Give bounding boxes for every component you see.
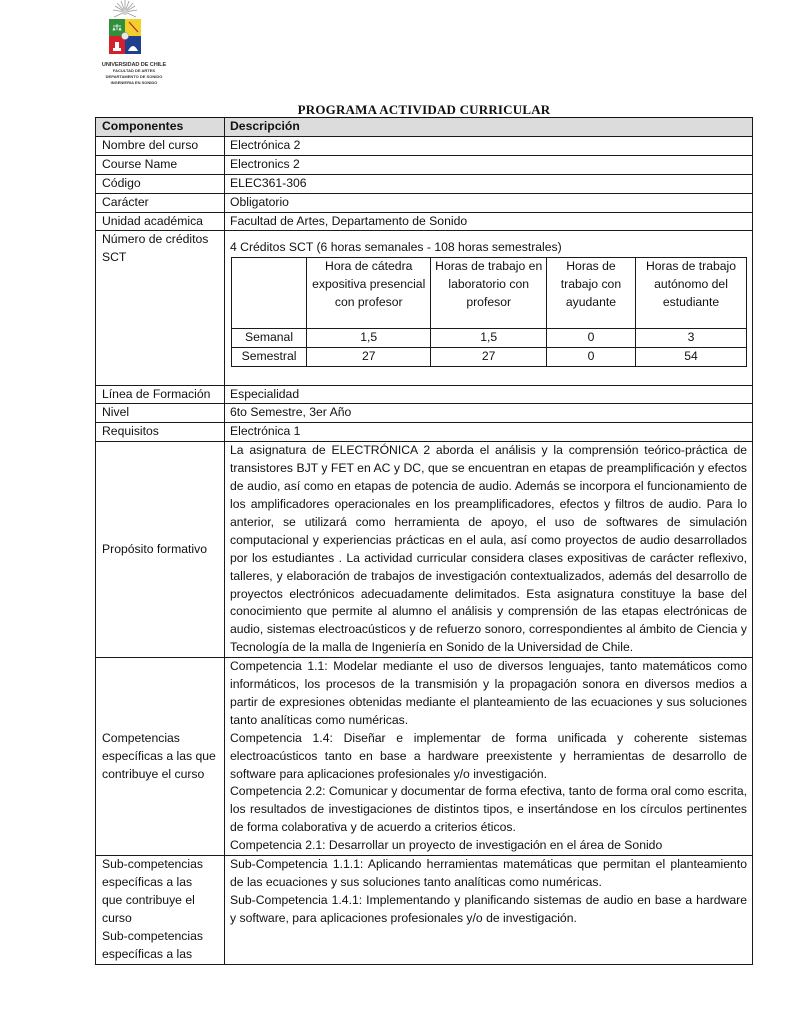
label-line: específicas a las xyxy=(102,875,193,889)
row-label: Propósito formativo xyxy=(96,442,225,658)
row-label: Requisitos xyxy=(96,423,225,442)
subcompetencia-item: Sub-Competencia 1.4.1: Implementando y planificando sistemas de audio en base a hardware y software, para aplicaciones profesionales y/o de investigación. xyxy=(230,892,747,925)
row-value: Facultad de Artes, Departamento de Sonido xyxy=(225,212,753,231)
row-label: Nombre del curso xyxy=(96,136,225,155)
document-title: PROGRAMA ACTIVIDAD CURRICULAR xyxy=(297,102,551,117)
row-value: Obligatorio xyxy=(225,193,753,212)
hours-header-empty xyxy=(232,258,307,329)
hours-header-autonomo: Horas de trabajo autónomo del estudiante xyxy=(636,258,747,329)
university-crest-icon xyxy=(95,0,175,64)
row-value: Electronics 2 xyxy=(225,155,753,174)
hours-header-laboratorio: Horas de trabajo en laboratorio con profesor xyxy=(431,258,546,329)
row-value: Especialidad xyxy=(225,385,753,404)
hours-header-row xyxy=(232,258,747,329)
competencia-item: Competencia 2.1: Desarrollar un proyecto de investigación en el área de Sonido xyxy=(230,838,663,853)
table-row-course-name xyxy=(96,155,753,174)
label-line: Sub-competencias xyxy=(102,857,203,872)
hours-row-semanal xyxy=(232,329,747,348)
label-line: específicas a las xyxy=(102,946,193,961)
hours-cell: 27 xyxy=(431,347,546,366)
hours-table xyxy=(231,257,747,366)
hours-row-semestral xyxy=(232,347,747,366)
competencia-item: Competencia 1.4: Diseñar e implementar de forma unificada y coherente sistemas electroacústicos tanto en base a hardware preexistente y herramientas de desarrollo de software para aplicaciones profesionales y/o investigación. xyxy=(230,730,747,781)
table-row-caracter xyxy=(96,193,753,212)
row-value-competencias xyxy=(225,658,753,856)
curriculum-table xyxy=(95,117,753,965)
star-center xyxy=(122,9,128,15)
row-value: 6to Semestre, 3er Año xyxy=(225,404,753,423)
hours-cell: 3 xyxy=(636,329,747,348)
table-row-competencias xyxy=(96,658,753,856)
row-label: Número de créditos SCT xyxy=(96,231,225,385)
table-row-linea xyxy=(96,385,753,404)
hours-row-label: Semestral xyxy=(232,347,307,366)
table-row-nombre xyxy=(96,136,753,155)
hours-cell: 54 xyxy=(636,347,747,366)
shield-center xyxy=(122,33,129,40)
label-line: Sub-competencias xyxy=(102,928,203,943)
row-label: Unidad académica xyxy=(96,212,225,231)
row-label: Course Name xyxy=(96,155,225,174)
hours-header-catedra: Hora de cátedra expositiva presencial con profesor xyxy=(307,258,431,329)
subcompetencia-item: Sub-Competencia 1.1.1: Aplicando herramientas matemáticas que permitan el planteamiento de las ecuaciones y sus soluciones tanto analíticas como numéricas. xyxy=(230,857,747,889)
row-value-proposito: La asignatura de ELECTRÓNICA 2 aborda el análisis y la comprensión teórico-práctica de transistores BJT y FET en AC y DC, que se encuentran en etapas de preamplificación y efectos de audio, así como en etapas de potencia de audio. Además se incorpora el funcionamiento de los amplificadores operacionales en los preamplificadores, efectos y filtros de audio. Para lo anterior, se utilizará como herramienta de apoyo, el uso de softwares de simulación computacional y experiencias prácticas en el aula, así como proyectos de audio desarrollados por los estudiantes . La actividad curricular considera clases expositivas de carácter reflexivo, talleres, y elaboración de trabajos de investigación contextualizados, además del desarrollo de proyectos electrónicos adecuadamente delimitados. Esta asignatura constituye la base del conocimiento que permite al alumno el análisis y comprensión de las etapas electrónicas de audio, sistemas electroacústicos y de refuerzo sonoro, correspondientes al ámbito de Ciencia y Tecnología de la malla de Ingeniería en Sonido de la Universidad de Chile. xyxy=(225,442,753,658)
credits-intro: 4 Créditos SCT (6 horas semanales - 108 horas semestrales) xyxy=(230,240,562,255)
row-label: Carácter xyxy=(96,193,225,212)
table-row-unidad xyxy=(96,212,753,231)
row-value: Electrónica 1 xyxy=(225,423,753,442)
hours-row-label: Semanal xyxy=(232,329,307,348)
row-value: ELEC361-306 xyxy=(225,174,753,193)
table-header-row xyxy=(96,118,753,137)
table-row-codigo xyxy=(96,174,753,193)
hours-cell: 0 xyxy=(546,329,635,348)
competencia-item: Competencia 1.1: Modelar mediante el uso de diversos lenguajes, tanto matemáticos como informáticos, los procesos de la transmisión y la propagación sonora en diversos medios a partir de expresiones obtenidas mediante el planteamiento de las ecuaciones y sus soluciones tanto analíticas como numéricas. xyxy=(230,659,747,727)
logo-program: INGENIERIA EN SONIDO xyxy=(110,80,158,85)
table-row-proposito xyxy=(96,442,753,658)
logo-text xyxy=(88,62,180,86)
competencia-item: Competencia 2.2: Comunicar y documentar de forma efectiva, tanto de forma oral como escrita, los resultados de investigaciones de distintos tipos, e insertándose en los círculos pertinentes de forma colaborativa y de acuerdo a criterios éticos. xyxy=(230,784,747,835)
label-line: que contribuye el xyxy=(102,892,195,907)
hours-cell: 0 xyxy=(546,347,635,366)
row-label: Línea de Formación xyxy=(96,385,225,404)
table-row-nivel xyxy=(96,404,753,423)
hours-cell: 1,5 xyxy=(307,329,431,348)
table-row-requisitos xyxy=(96,423,753,442)
logo-faculty: FACULTAD DE ARTES xyxy=(112,68,156,73)
row-value-creditos xyxy=(225,231,753,385)
row-label: Nivel xyxy=(96,404,225,423)
row-value-subcompetencias xyxy=(225,856,753,964)
table-row-subcompetencias xyxy=(96,856,753,964)
logo-department: DEPARTAMENTO DE SONIDO xyxy=(105,74,163,79)
table-row-creditos xyxy=(96,231,753,385)
label-line: curso xyxy=(102,910,132,925)
row-label-subcompetencias xyxy=(96,856,225,964)
hours-cell: 27 xyxy=(307,347,431,366)
row-label: Código xyxy=(96,174,225,193)
logo-university-name: UNIVERSIDAD DE CHILE xyxy=(101,62,167,68)
column-header-descripcion: Descripción xyxy=(225,118,753,137)
row-value: Electrónica 2 xyxy=(225,136,753,155)
row-label: Competencias específicas a las que contribuye el curso xyxy=(96,658,225,856)
hours-header-ayudante: Horas de trabajo con ayudante xyxy=(546,258,635,329)
hours-cell: 1,5 xyxy=(431,329,546,348)
column-header-componentes: Componentes xyxy=(96,118,225,137)
